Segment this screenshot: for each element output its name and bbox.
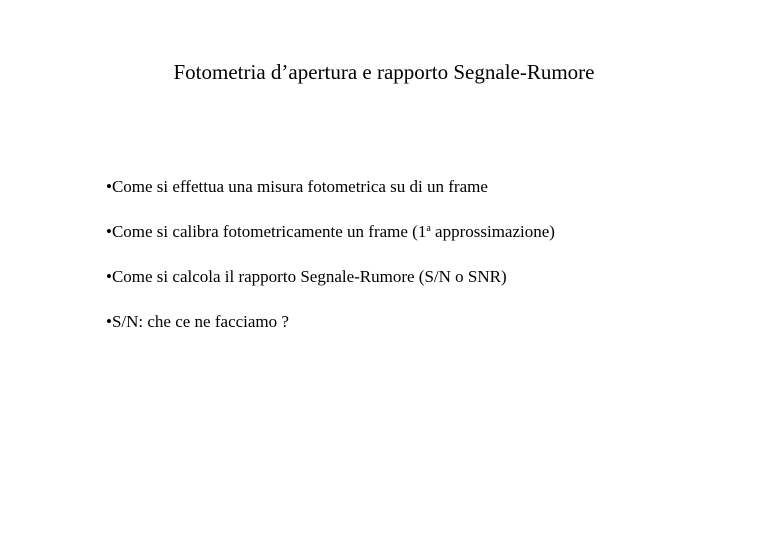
bullet-text-before: •Come si calibra fotometricamente un frame (1 <box>106 222 427 241</box>
slide-title: Fotometria d’apertura e rapporto Segnale-Rumore <box>173 60 595 84</box>
bullet-text: •S/N: che ce ne facciamo ? <box>106 312 289 331</box>
bullet-item <box>106 266 555 288</box>
bullet-list <box>106 176 555 356</box>
bullet-text-after: approssimazione) <box>430 222 555 241</box>
bullet-superscript: a <box>426 223 431 234</box>
bullet-text: •Come si calcola il rapporto Segnale-Rumore (S/N o SNR) <box>106 267 507 286</box>
bullet-text: •Come si effettua una misura fotometrica su di un frame <box>106 177 488 196</box>
bullet-item <box>106 176 555 198</box>
bullet-item <box>106 221 555 243</box>
bullet-item <box>106 311 555 333</box>
